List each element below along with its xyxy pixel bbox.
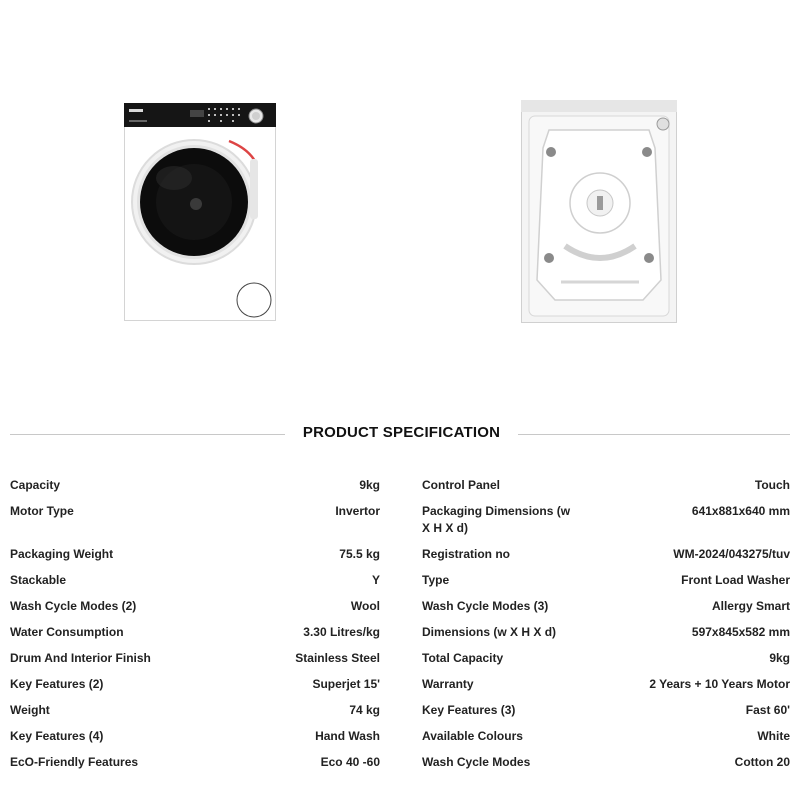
spec-row xyxy=(422,499,790,542)
spec-label: Type xyxy=(422,573,450,587)
spec-label: Water Consumption xyxy=(10,625,124,639)
spec-row xyxy=(10,620,380,646)
spec-label: Key Features (2) xyxy=(10,677,104,691)
spec-row xyxy=(10,499,380,542)
spec-value: White xyxy=(757,729,790,743)
spec-value: Touch xyxy=(754,478,790,492)
spec-row xyxy=(10,672,380,698)
spec-row xyxy=(10,750,380,776)
spec-label: Packaging Weight xyxy=(10,547,114,561)
spec-label: Wash Cycle Modes xyxy=(422,755,531,769)
spec-row xyxy=(422,672,790,698)
spec-label: Key Features (4) xyxy=(10,729,104,743)
spec-row xyxy=(422,750,790,776)
spec-row xyxy=(10,568,380,594)
spec-value: Y xyxy=(371,573,380,587)
spec-label: Available Colours xyxy=(422,729,523,743)
spec-label: Wash Cycle Modes (3) xyxy=(422,599,549,613)
divider-left xyxy=(10,434,285,435)
spec-label: Motor Type xyxy=(10,504,74,518)
spec-label: Weight xyxy=(10,703,50,717)
spec-label: Key Features (3) xyxy=(422,703,516,717)
spec-value: Cotton 20 xyxy=(734,755,790,769)
spec-label: Stackable xyxy=(10,573,67,587)
spec-value: 2 Years + 10 Years Motor xyxy=(649,677,790,691)
spec-heading-row xyxy=(10,420,790,446)
spec-value: 9kg xyxy=(359,478,380,492)
spec-label: Drum And Interior Finish xyxy=(10,651,151,665)
spec-row xyxy=(422,698,790,724)
spec-value: Superjet 15' xyxy=(312,677,380,691)
spec-row xyxy=(10,724,380,750)
product-image-back[interactable] xyxy=(521,100,677,323)
spec-column-right xyxy=(422,473,790,776)
spec-value: 9kg xyxy=(769,651,790,665)
spec-label: Warranty xyxy=(422,677,474,691)
spec-value: 74 kg xyxy=(349,703,380,717)
spec-row xyxy=(10,698,380,724)
spec-row xyxy=(422,646,790,672)
spec-row xyxy=(10,646,380,672)
spec-row xyxy=(422,620,790,646)
product-image-front[interactable] xyxy=(124,103,276,321)
spec-label: Packaging Dimensions (w X H X d) xyxy=(422,504,571,535)
spec-value: 3.30 Litres/kg xyxy=(303,625,380,639)
spec-value: Allergy Smart xyxy=(711,599,790,613)
spec-label: Total Capacity xyxy=(422,651,504,665)
spec-row xyxy=(422,724,790,750)
spec-value: Invertor xyxy=(335,504,380,518)
spec-value: Wool xyxy=(350,599,380,613)
spec-row xyxy=(422,568,790,594)
spec-label: Control Panel xyxy=(422,478,501,492)
spec-value: 597x845x582 mm xyxy=(691,625,790,639)
spec-value: 641x881x640 mm xyxy=(691,504,790,518)
spec-value: Front Load Washer xyxy=(681,573,790,587)
spec-row xyxy=(422,473,790,499)
spec-row xyxy=(422,594,790,620)
divider-right xyxy=(518,434,790,435)
spec-row xyxy=(10,594,380,620)
spec-value: Fast 60' xyxy=(745,703,790,717)
spec-label: EcO-Friendly Features xyxy=(10,755,139,769)
spec-label: Registration no xyxy=(422,547,511,561)
spec-row xyxy=(422,542,790,568)
spec-value: Stainless Steel xyxy=(295,651,380,665)
section-title: PRODUCT SPECIFICATION xyxy=(302,424,501,441)
spec-column-left xyxy=(10,473,380,776)
spec-row xyxy=(10,542,380,568)
spec-value: 75.5 kg xyxy=(339,547,380,561)
spec-label: Wash Cycle Modes (2) xyxy=(10,599,137,613)
spec-value: Eco 40 -60 xyxy=(320,755,380,769)
spec-value: WM-2024/043275/tuv xyxy=(673,547,790,561)
spec-label: Capacity xyxy=(10,478,61,492)
spec-value: Hand Wash xyxy=(315,729,380,743)
spec-row xyxy=(10,473,380,499)
spec-label: Dimensions (w X H X d) xyxy=(422,625,557,639)
